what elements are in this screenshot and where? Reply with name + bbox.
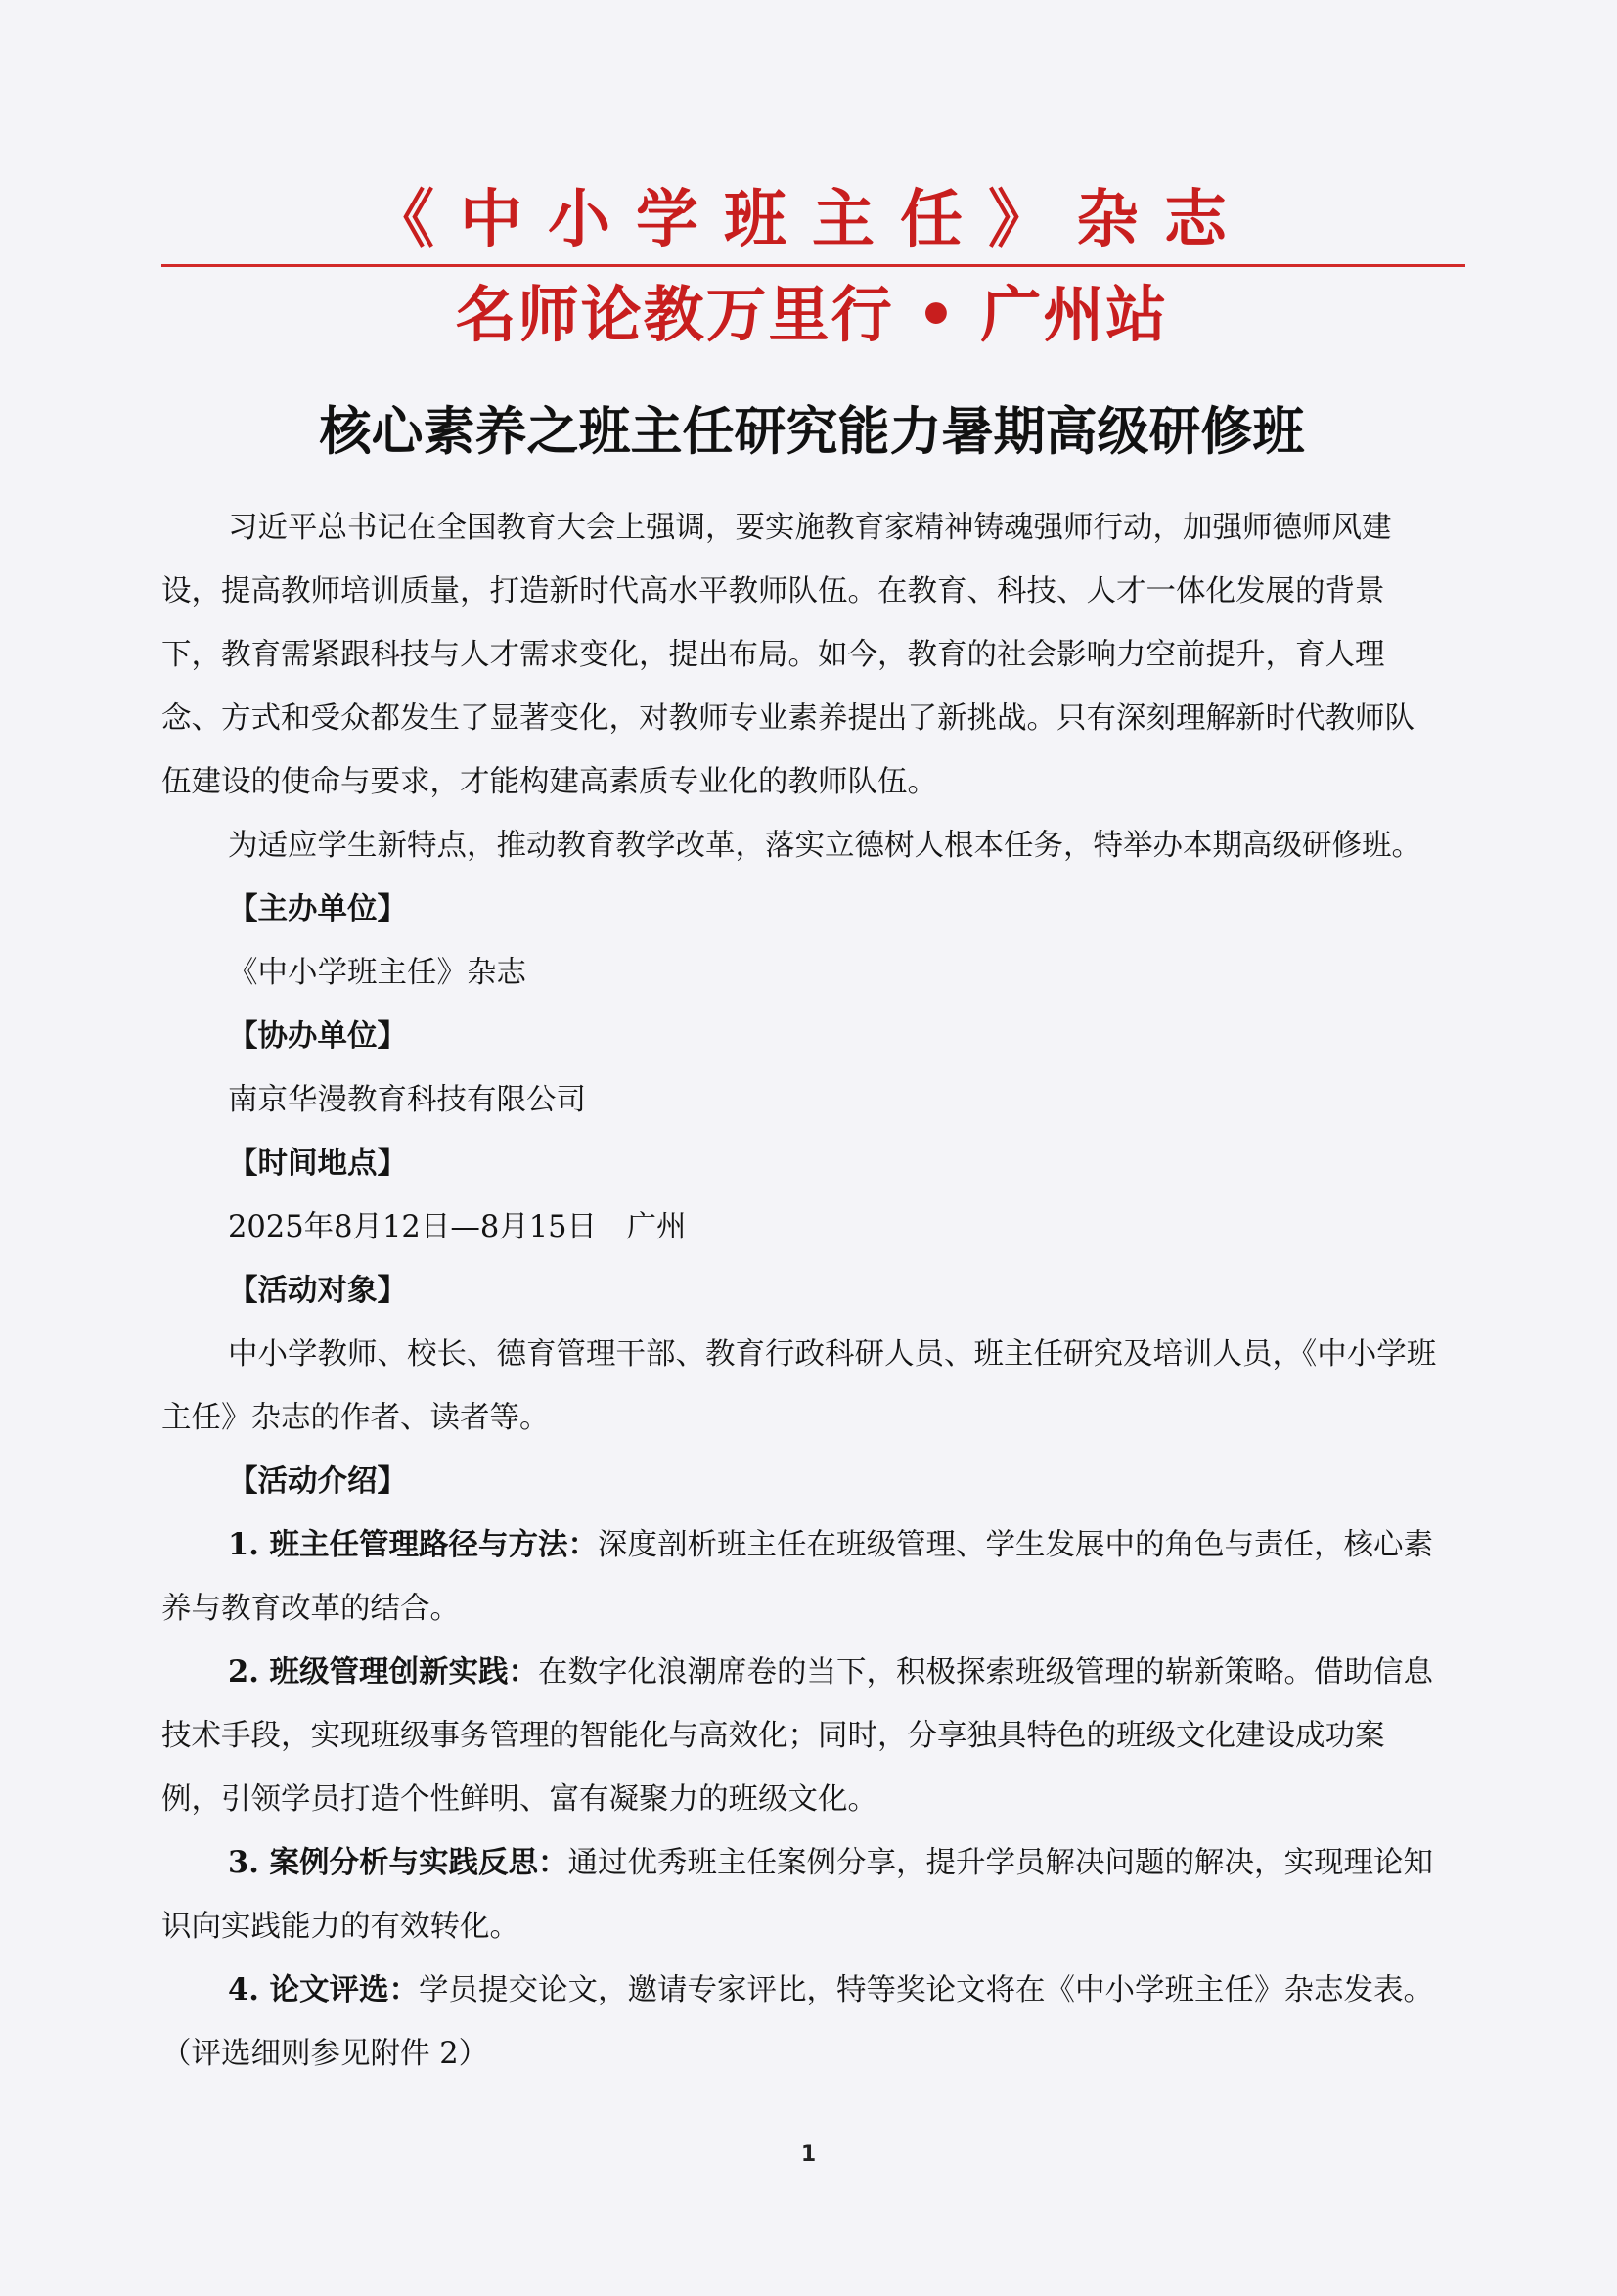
activity-item-text: 在数字化浪潮席卷的当下，积极探索班级管理的崭新策略。借助信息技术手段，实现班级事务管理的智能化与高效化；同时，分享独具特色的班级文化建设成功案例，引领学员打造个性鲜明、富有凝聚力的班级文化。 [161,1655,1433,1817]
organizer-heading: 【主办单位】 [228,891,407,926]
document-body [161,496,1438,2086]
activity-item-label: 2. 班级管理创新实践： [228,1654,538,1689]
document-title: 核心素养之班主任研究能力暑期高级研修班 [319,402,1305,462]
activity-item-text: 深度剖析班主任在班级管理、学生发展中的角色与责任，核心素养与教育改革的结合。 [161,1528,1433,1626]
activity-item-text: 通过优秀班主任案例分享，提升学员解决问题的解决，实现理论知识向实践能力的有效转化。 [161,1846,1433,1944]
masthead-magazine-title: 《中小学班主任》杂志 [372,184,1252,256]
activity-item-label: 4. 论文评选： [228,1972,419,2007]
co-organizer-heading: 【协办单位】 [228,1018,407,1054]
activity-intro-heading: 【活动介绍】 [228,1463,407,1499]
activity-item-text: 学员提交论文，邀请专家评比，特等奖论文将在《中小学班主任》杂志发表。（评选细则参见附件 2） [161,1973,1433,2071]
co-organizer-value: 南京华漫教育科技有限公司 [228,1083,586,1117]
activity-item-4 [161,1958,1438,2086]
organizer-value: 《中小学班主任》杂志 [228,956,526,990]
time-place-value: 2025年8月12日—8月15日 广州 [228,1210,687,1244]
activity-item-2 [161,1641,1438,1831]
activity-item-3 [161,1831,1438,1958]
intro-paragraph-2: 为适应学生新特点，推动教育教学改革，落实立德树人根本任务，特举办本期高级研修班。 [228,829,1421,863]
activity-item-1 [161,1513,1438,1641]
page-number: 1 [800,2142,817,2167]
activity-item-label: 3. 案例分析与实践反思： [228,1845,568,1880]
audience-heading: 【活动对象】 [228,1273,407,1308]
intro-paragraph-1: 习近平总书记在全国教育大会上强调，要实施教育家精神铸魂强师行动，加强师德师风建设，提高教师培训质量，打造新时代高水平教师队伍。在教育、科技、人才一体化发展的背景下，教育需紧跟科技与人才需求变化，提出布局。如今，教育的社会影响力空前提升，育人理念、方式和受众都发生了显著变化，对教师专业素养提出了新挑战。只有深刻理解新时代教师队伍建设的使命与要求，才能构建高素质专业化的教师队伍。 [161,511,1415,799]
audience-value: 中小学教师、校长、德育管理干部、教育行政科研人员、班主任研究及培训人员，《中小学班主任》杂志的作者、读者等。 [161,1337,1437,1435]
activity-item-label: 1. 班主任管理路径与方法： [228,1527,598,1562]
time-place-heading: 【时间地点】 [228,1146,407,1181]
masthead-divider [161,264,1465,267]
masthead-event-title: 名师论教万里行 • 广州站 [455,279,1169,350]
